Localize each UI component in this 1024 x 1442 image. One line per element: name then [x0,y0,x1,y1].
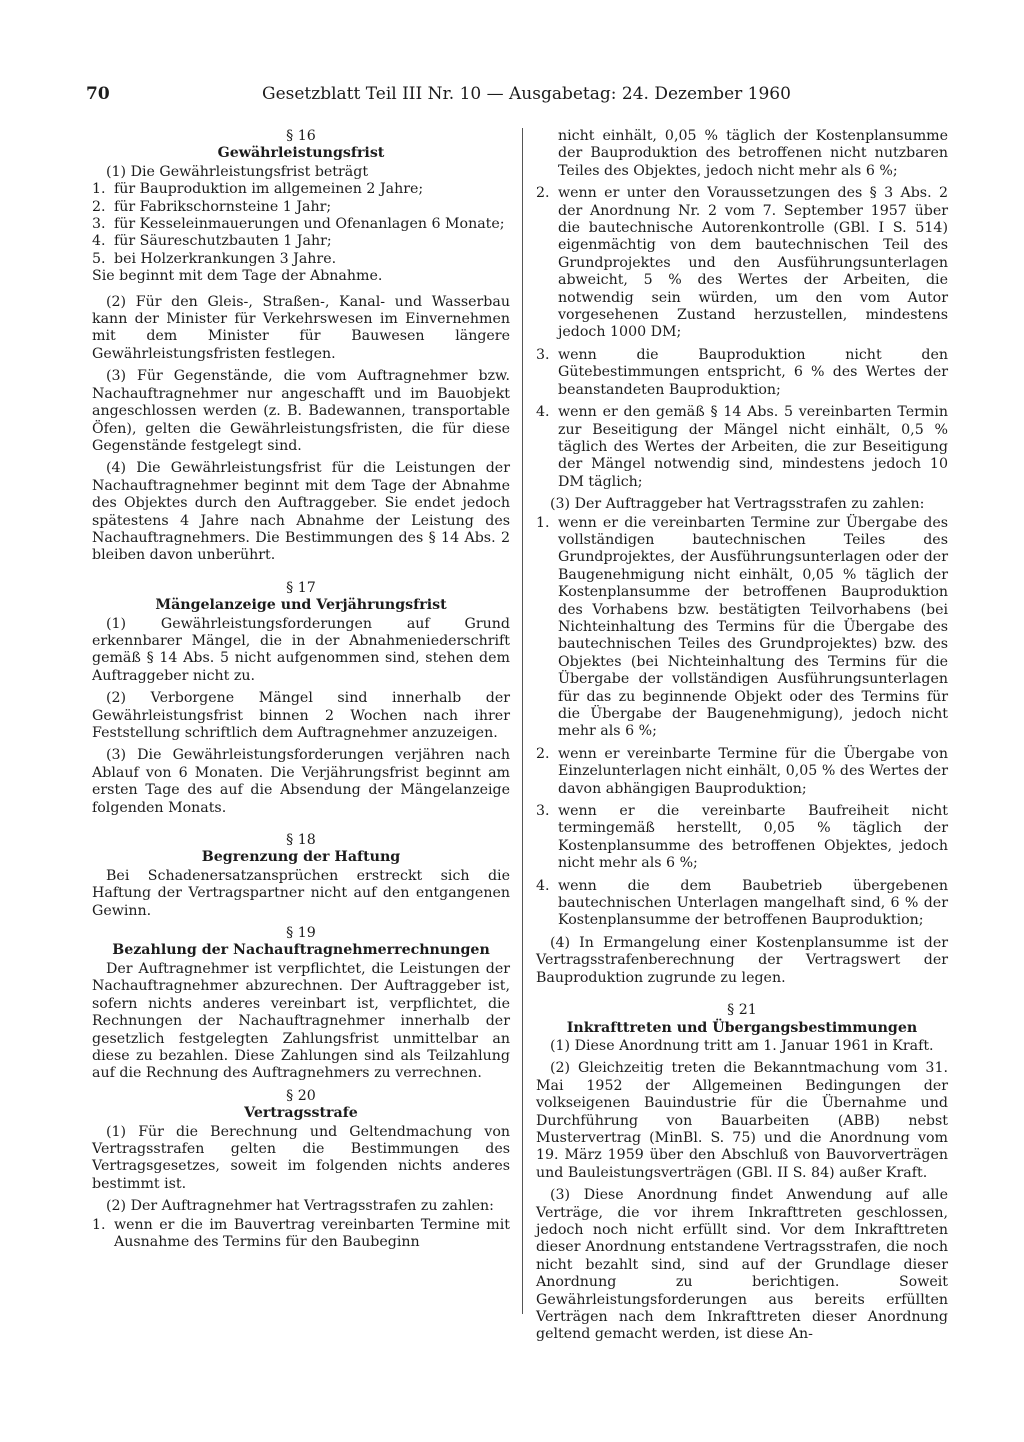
section-heading: Gewährleistungsfrist [217,145,385,162]
paragraph: (3) Für Gegenstände, die vom Auftragnehmer bzw. Nachauftragnehmer nur angeschafft und im Bauobjekt angeschlossen werden (z. B. Badewannen, transportable Öfen), gelten die Gewährleistungsfristen, die für diese Gegenstände festgelegt sind. [92,368,510,454]
paragraph: (4) Die Gewährleistungsfrist für die Leistungen der Nachauftragnehmer beginnt mit dem Tage der Abnahme des Objektes durch den Auftraggeber. Sie endet jedoch spätestens 4 Jahre nach Abnahme der Leistung des Nachauftragnehmers. Die Bestimmungen des § 14 Abs. 2 bleiben davon unberührt. [92,460,510,564]
list-item: 2. wenn er vereinbarte Termine für die Übergabe von Einzelunterlagen nicht einhält, 0,05 % des Wertes der davon abhängigen Bauproduktion; [536,745,948,797]
page-header [86,84,946,110]
list-item: 1. wenn er die vereinbarten Termine zur Übergabe des vollständigen bautechnischen Teiles des Grundprojektes, der Ausführungsunterlagen oder der Baugenehmigung nicht einhält, 0,05 % täglich der Kostenplansumme der betroffenen Bauproduktion des Vorhabens bzw. bestätigten Teilvorhabens (bei Nichteinhaltung des Termins für die Übergabe des bautechnischen Teiles des Grundprojektes) bzw. des Objektes (bei Nichteinhaltung des Termins für die Übergabe der vollständigen Ausführungsunterlagen für das zu beginnende Objekt oder des Termins für die Übergabe der Baugenehmigung), jedoch nicht mehr als 6 %; [536,514,948,740]
list-item: 5. bei Holzerkrankungen 3 Jahre. [92,250,337,267]
paragraph: (3) Die Gewährleistungsforderungen verjähren nach Ablauf von 6 Monaten. Die Verjährungsfrist beginnt am ersten Tage des auf die Absendung der Mängelanzeige folgenden Monats. [92,747,510,816]
section-number: § 21 [727,1002,757,1019]
section-16 [92,128,510,565]
page-number: 70 [86,84,110,104]
section-number: § 20 [286,1087,316,1104]
paragraph: (2) Verborgene Mängel sind innerhalb der Gewährleistungsfrist binnen 2 Wochen nach ihrer Feststellung schriftlich dem Auftragnehmer anzuzeigen. [92,690,510,741]
paragraph: (2) Der Auftragnehmer hat Vertragsstrafen zu zahlen: [106,1198,494,1215]
section-heading: Vertragsstrafe [244,1105,358,1122]
list-item: 4. wenn die dem Baubetrieb übergebenen bautechnischen Unterlagen mangelhaft sind, 6 % der Kostenplansumme der betroffenen Bauproduktion; [536,877,948,929]
paragraph: (4) In Ermangelung einer Kostenplansumme ist der Vertragsstrafenberechnung der Vertragswert der Bauproduktion zugrunde zu legen. [536,934,948,986]
right-column [536,128,948,1349]
section-heading: Mängelanzeige und Verjährungsfrist [155,597,447,614]
paragraph: Bei Schadenersatzansprüchen erstreckt sich die Haftung der Vertragspartner nicht auf den entgangenen Gewinn. [92,867,510,919]
section-17 [92,580,510,817]
paragraph: (1) Diese Anordnung tritt am 1. Januar 1961 in Kraft. [550,1037,934,1054]
list-item-continued: nicht einhält, 0,05 % täglich der Kostenplansumme der Bauproduktion des betroffenen nicht nutzbaren Teiles des Objektes, jedoch nicht mehr als 6 %; [558,128,948,179]
section-number: § 17 [286,579,316,596]
list-item: 2. für Fabrikschornsteine 1 Jahr; [92,198,332,215]
section-heading: Begrenzung der Haftung [201,849,401,866]
list-item: 4. wenn er den gemäß § 14 Abs. 5 vereinbarten Termin zur Beseitigung der Mängel nicht einhält, 0,5 % täglich des Wertes der Arbeiten, die zur Beseitigung der Mängel notwendig sind, mindestens jedoch 10 DM täglich; [536,404,948,490]
section-number: § 18 [286,832,316,849]
gazette-title: Gesetzblatt Teil III Nr. 10 — Ausgabetag: 24. Dezember 1960 [262,84,791,104]
paragraph: (2) Gleichzeitig treten die Bekanntmachung vom 31. Mai 1952 der Allgemeinen Bedingungen der volkseigenen Bauindustrie für die Übernahme und Durchführung von Bauarbeiten (ABB) nebst Mustervertrag (MinBl. S. 75) und die Anordnung vom 19. März 1959 über den Abschluß von Bauvorverträgen und Bauleistungsverträgen (GBl. II S. 84) außer Kraft. [536,1060,948,1181]
list-item: 4. für Säureschutzbauten 1 Jahr; [92,233,332,250]
column-divider [522,128,523,1314]
list-item: 1. für Bauproduktion im allgemeinen 2 Jahre; [92,181,424,198]
list-item: 3. wenn er die vereinbarte Baufreiheit nicht termingemäß herstellt, 0,05 % täglich der Kostenplansumme des betroffenen Objektes, jedoch nicht mehr als 6 %; [536,803,948,872]
paragraph: (1) Gewährleistungsforderungen auf Grund erkennbarer Mängel, die in der Abnahmeniederschrift gemäß § 14 Abs. 5 nicht aufgenommen sind, stehen dem Auftraggeber nicht zu. [92,615,510,684]
section-18 [92,832,510,920]
section-20 [92,1088,510,1252]
section-number: § 16 [286,128,316,144]
paragraph: (3) Der Auftraggeber hat Vertragsstrafen zu zahlen: [550,496,925,513]
left-column [92,128,510,1251]
list-item: 3. wenn die Bauproduktion nicht den Gütebestimmungen entspricht, 6 % des Wertes der beanstandeten Bauproduktion; [536,346,948,398]
paragraph: Sie beginnt mit dem Tage der Abnahme. [92,268,383,285]
paragraph: (2) Für den Gleis-, Straßen-, Kanal- und Wasserbau kann der Minister für Verkehrswesen im Einvernehmen mit dem Minister für Bauwesen längere Gewährleistungsfristen festlegen. [92,293,510,362]
list-item: 2. wenn er unter den Voraussetzungen des § 3 Abs. 2 der Anordnung Nr. 2 vom 7. September 1957 über die bautechnische Autorenkontrolle (GBl. I S. 514) eigenmächtig von dem bautechnischen Teil des Grundprojektes und den Ausführungsunterlagen abweicht, 5 % des Wertes der Arbeiten, die notwendig sein würden, um den vom Autor vorgesehenen Zustand herzustellen, mindestens jedoch 1000 DM; [536,185,948,341]
list-item: 1. wenn er die im Bauvertrag vereinbarten Termine mit Ausnahme des Termins für den Baubeginn [92,1216,510,1250]
section-21 [536,1002,948,1344]
paragraph: Der Auftragnehmer ist verpflichtet, die Leistungen der Nachauftragnehmer abzurechnen. Der Auftraggeber ist, sofern nichts anderes vereinbart ist, verpflichtet, die Rechnungen der Nachauftragnehmer innerhalb der gesetzlich festgelegten Zahlungsfrist unmittelbar an diese zu bezahlen. Diese Zahlungen sind als Teilzahlung auf die Rechnung des Auftragnehmers zu verrechnen. [92,960,510,1082]
paragraph: (3) Diese Anordnung findet Anwendung auf alle Verträge, die vor ihrem Inkrafttreten geschlossen, jedoch noch nicht erfüllt sind. Vor dem Inkrafttreten dieser Anordnung entstandene Vertragsstrafen, die noch nicht bezahlt sind, sind auf der Grundlage dieser Anordnung zu berichtigen. Soweit Gewährleistungsforderungen aus bereits erfüllten Verträgen nach dem Inkrafttreten dieser Anordnung geltend gemacht werden, ist diese An- [536,1187,948,1343]
section-heading: Bezahlung der Nachauftragnehmerrechnungen [112,942,490,959]
section-heading: Inkrafttreten und Übergangsbestimmungen [566,1019,918,1036]
section-number: § 19 [286,925,316,942]
paragraph: (1) Für die Berechnung und Geltendmachung von Vertragsstrafen gelten die Bestimmungen des Vertragsgesetzes, soweit im folgenden nichts anderes bestimmt ist. [92,1123,510,1192]
paragraph: (1) Die Gewährleistungsfrist beträgt [106,163,369,180]
section-19 [92,925,510,1083]
list-item: 3. für Kesseleinmauerungen und Ofenanlagen 6 Monate; [92,216,505,233]
